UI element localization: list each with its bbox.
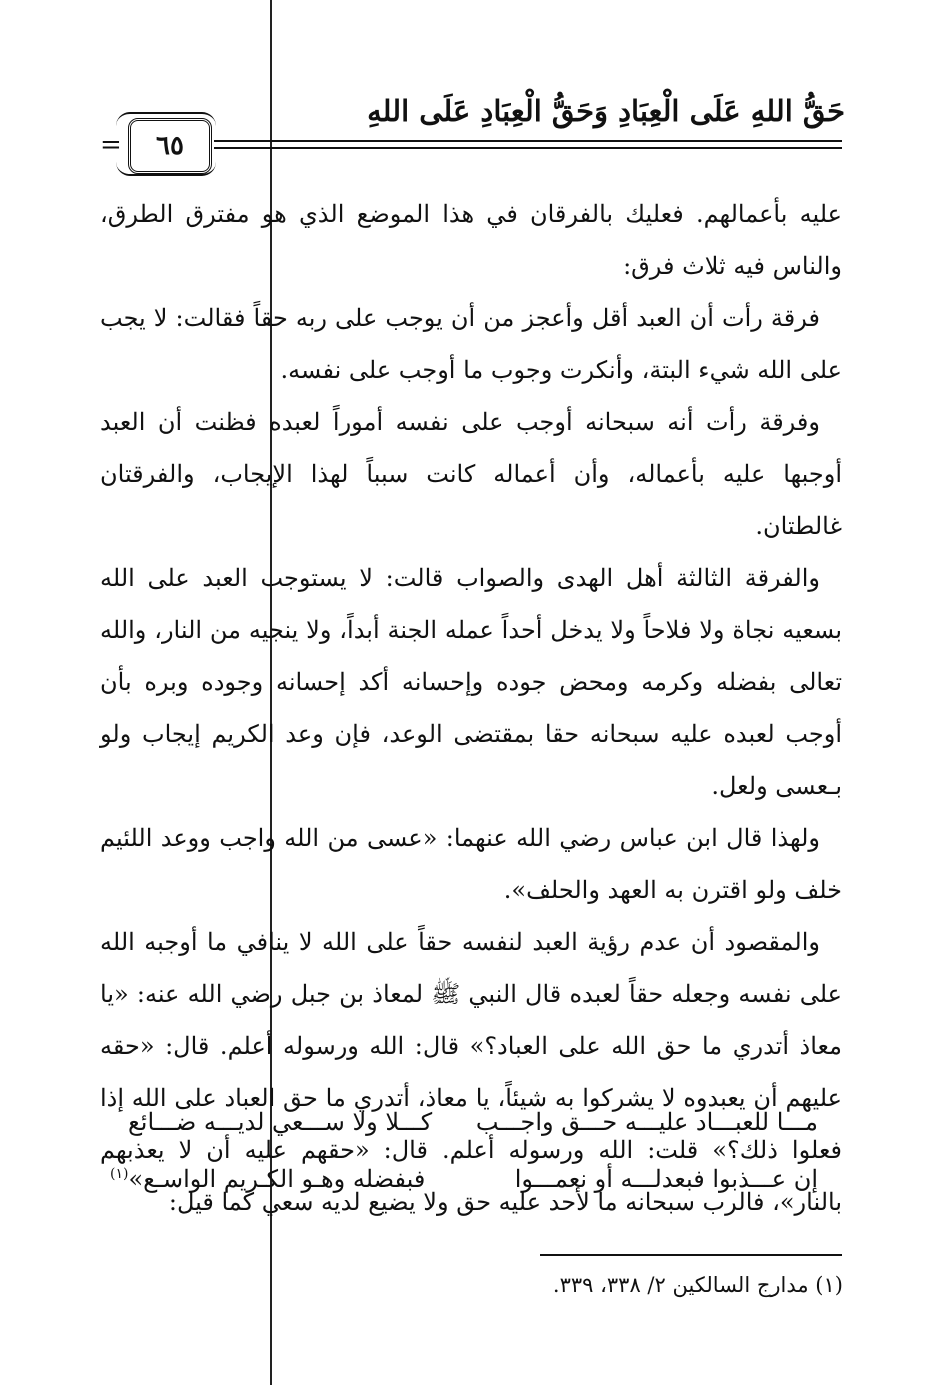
verse-1-second-hemistich: كـــلا ولا ســـعي لديـــه ضـــائع	[128, 1108, 433, 1136]
verse-1-first-hemistich: مـــا للعبـــاد عليـــه حـــق واجـــب	[475, 1108, 818, 1136]
footnote: (١) مدارج السالكين ٢/ ٣٣٨، ٣٣٩.	[552, 1273, 843, 1297]
header-ornament: =	[100, 130, 122, 160]
paragraph-2: فرقة رأت أن العبد أقل وأعجز من أن يوجب على ربه حقاً فقالت: لا يجب على الله شيء البتة، وأنكرت وجوب ما أوجب على نفسه.	[100, 304, 842, 384]
footnote-reference: (١)	[110, 1166, 129, 1182]
header-rule-bottom	[214, 147, 842, 149]
paragraph-4: والفرقة الثالثة أهل الهدى والصواب قالت: لا يستوجب العبد على الله بسعيه نجاة ولا فلاحاً ولا يدخل أحداً عمله الجنة أبداً، ولا ينجيه من النار، والله تعالى بفضله وكرمه ومحض جوده وإحسانه أكد إحسانه وجوده وبره بأن أوجب لعبده عليه سبحانه حقا بمقتضى الوعد، فإن وعد الكريم إيجاب ولو بـعسى ولعل.	[100, 564, 842, 800]
verse-2-first-hemistich: إن عـــذبوا فبعدلـــه أو نعمـــوا	[514, 1165, 818, 1193]
paragraph-6: والمقصود أن عدم رؤية العبد لنفسه حقاً على الله لا ينافي ما أوجبه الله على نفسه وجعله حقاً لعبده قال النبي ﷺ لمعاذ بن جبل رضي الله عنه: «يا معاذ أتدري ما حق الله على العباد؟» قال: الله ورسوله أعلم. قال: «حقه عليهم أن يعبدوه لا يشركوا به شيئاً، يا معاذ، أتدري ما حق العباد على الله إذا فعلوا ذلك؟» قلت: الله ورسوله أعلم. قال: «حقهم عليه أن لا يعذبهم بالنار»، فالرب سبحانه ما لأحد عليه حق ولا يضيع لديه سعي كما قيل:	[100, 928, 842, 1216]
verse-2-second-text: فبفضله وهـو الكـريم الواسـع»	[128, 1165, 426, 1193]
page-number: ٦٥	[128, 118, 212, 174]
verse-2-second-hemistich	[110, 1165, 425, 1193]
paragraph-3: وفرقة رأت أنه سبحانه أوجب على نفسه أموراً لعبده فظنت أن العبد أوجبها عليه بأعماله، وأن أعماله كانت سبباً لهذا الإيجاب، والفرقتان غالطتان.	[100, 408, 842, 540]
header-rule-top	[214, 140, 842, 142]
body-text	[100, 188, 842, 1228]
paragraph-1: عليه بأعمالهم. فعليك بالفرقان في هذا الموضع الذي هو مفترق الطرق، والناس فيه ثلاث فرق:	[100, 200, 842, 280]
footnote-rule	[540, 1254, 842, 1256]
paragraph-5: ولهذا قال ابن عباس رضي الله عنهما: «عسى من الله واجب ووعد اللئيم خلف ولو اقترن به العهد والحلف».	[100, 824, 842, 904]
running-header-title: حَقُّ اللهِ عَلَى الْعِبَادِ وَحَقُّ الْعِبَادِ عَلَى اللهِ	[367, 94, 845, 128]
